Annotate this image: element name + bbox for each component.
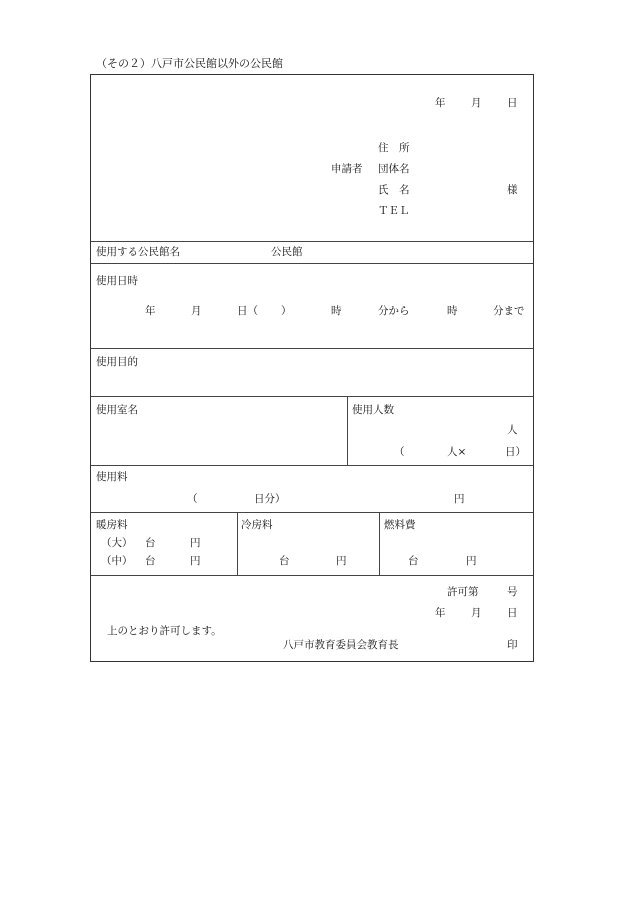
- permit-year: 年: [435, 607, 446, 619]
- weekday-close: ）: [281, 305, 292, 317]
- cooling-unit: 台: [279, 555, 290, 567]
- seal-mark: 印: [507, 639, 518, 651]
- permit-number-suffix: 号: [507, 586, 518, 598]
- facility-label: 使用する公民館名: [96, 246, 180, 258]
- heating-label: 暖房料: [96, 519, 128, 531]
- persons-unit: 人: [507, 424, 518, 436]
- start-hour: 時: [331, 305, 342, 317]
- document-caption: （その２）八戸市公民館以外の公民館: [96, 57, 283, 70]
- date-month: 月: [471, 97, 482, 109]
- divider: [91, 263, 533, 264]
- fuel-label: 燃料費: [384, 519, 416, 531]
- divider: [91, 575, 533, 576]
- fee-days: 日分）: [254, 493, 286, 505]
- permit-form: [90, 74, 534, 662]
- date-day: 日: [507, 97, 518, 109]
- fuel-unit: 台: [408, 555, 419, 567]
- persons-open: （: [394, 446, 405, 458]
- heating-large-yen: 円: [190, 537, 201, 549]
- divider: [91, 465, 533, 466]
- divider: [91, 512, 533, 513]
- persons-days: 日）: [505, 446, 526, 458]
- tel-label: ＴＥＬ: [378, 205, 410, 217]
- divider: [91, 396, 533, 397]
- permit-day: 日: [507, 607, 518, 619]
- permit-authority: 八戸市教育委員会教育長: [283, 639, 399, 651]
- divider: [91, 348, 533, 349]
- permit-number-prefix: 許可第: [447, 586, 479, 598]
- permit-statement: 上のとおり許可します。: [107, 625, 222, 637]
- cooling-yen: 円: [336, 555, 347, 567]
- heating-medium-unit: 台: [145, 555, 156, 567]
- fee-open: （: [187, 493, 198, 505]
- persons-label: 使用人数: [352, 404, 394, 416]
- fuel-yen: 円: [466, 555, 477, 567]
- datetime-label: 使用日時: [96, 275, 138, 287]
- group-name-label: 団体名: [378, 163, 410, 175]
- use-month: 月: [191, 305, 202, 317]
- applicant-label: 申請者: [331, 163, 363, 175]
- facility-suffix: 公民館: [271, 246, 303, 258]
- honorific: 様: [507, 184, 518, 196]
- end-hour: 時: [447, 305, 458, 317]
- heating-medium-yen: 円: [190, 555, 201, 567]
- room-label: 使用室名: [96, 404, 138, 416]
- heating-large: （大）: [101, 537, 133, 549]
- divider: [347, 396, 348, 465]
- heating-medium: （中）: [101, 555, 133, 567]
- heating-large-unit: 台: [145, 537, 156, 549]
- use-day: 日（: [237, 305, 258, 317]
- divider: [237, 512, 238, 575]
- persons-times: 人×: [447, 446, 467, 458]
- address-label: 住 所: [378, 142, 410, 154]
- name-label: 氏 名: [378, 184, 410, 196]
- divider: [91, 241, 533, 242]
- permit-month: 月: [471, 607, 482, 619]
- end-minute: 分まで: [493, 305, 525, 317]
- start-minute: 分から: [378, 305, 410, 317]
- fee-yen: 円: [454, 493, 465, 505]
- fee-label: 使用料: [96, 471, 128, 483]
- divider: [379, 512, 380, 575]
- use-year: 年: [145, 305, 156, 317]
- date-year: 年: [435, 97, 446, 109]
- purpose-label: 使用目的: [96, 356, 138, 368]
- cooling-label: 冷房料: [241, 519, 273, 531]
